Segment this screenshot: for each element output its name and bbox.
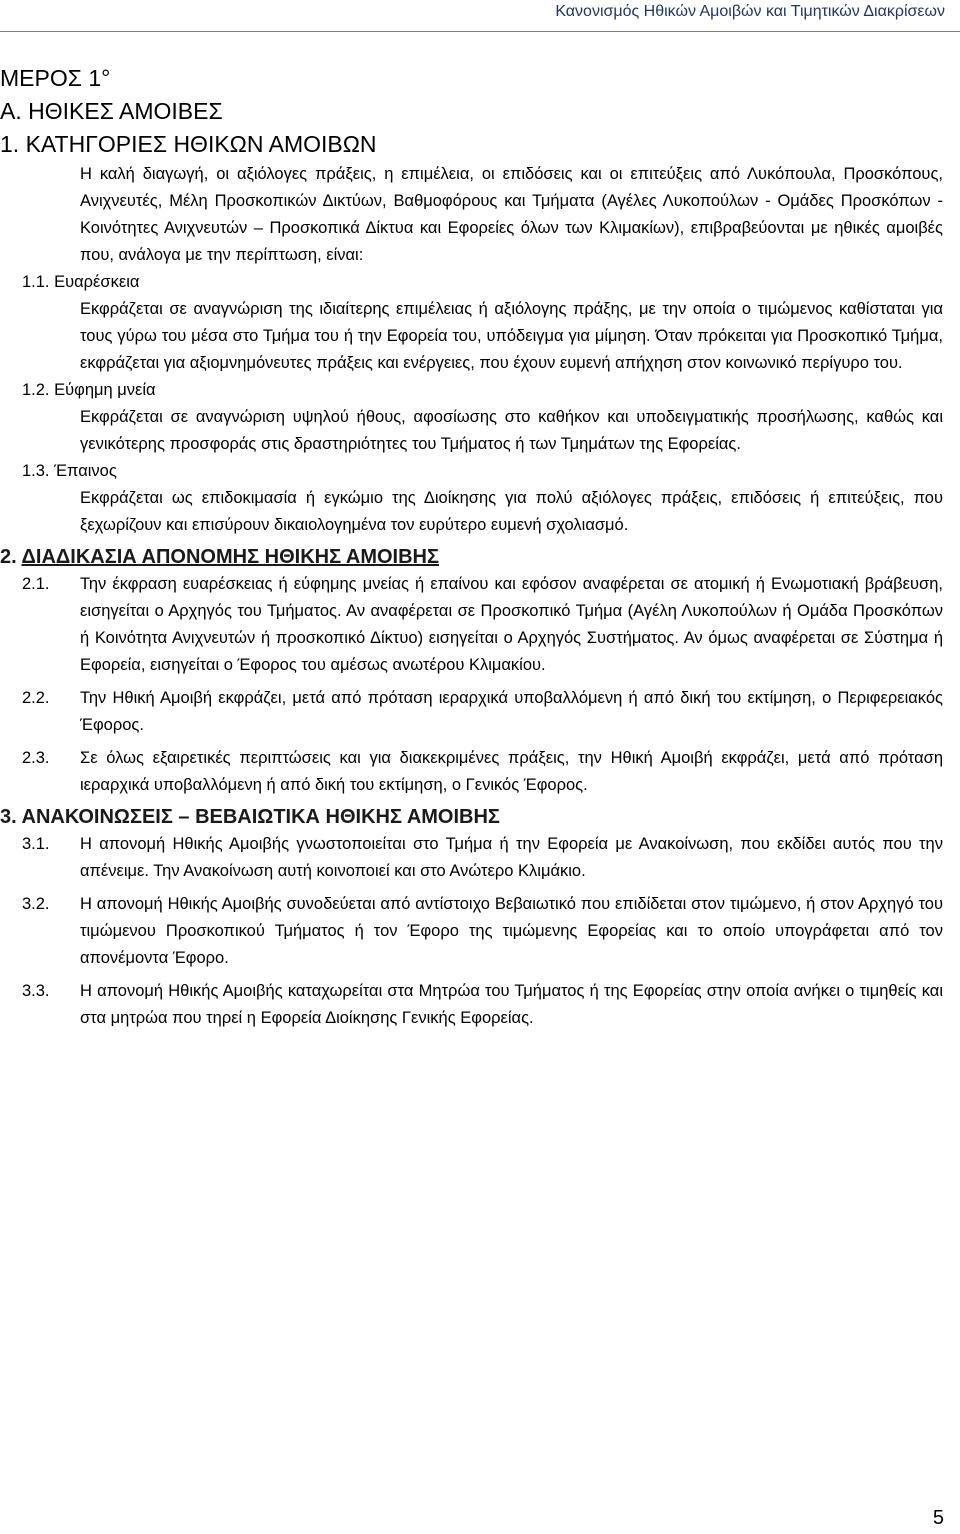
item-number: 2.3.: [22, 749, 50, 767]
section-1-intro: Η καλή διαγωγή, οι αξιόλογες πράξεις, η επιμέλεια, οι επιδόσεις και οι επιτεύξεις από Λυκόπουλα, Προσκόπους, Ανιχνευτές, Μέλη Προσκοπικών Δικτύων, Βαθμοφόρους και Τμήματα (Αγέλες Λυκοπούλων - Ομάδες Προσκόπων - Κοινότητες Ανιχνευτών – Προσκοπικά Δίκτυα και Εφορείες όλων των Κλιμακίων), επιβραβεύονται με ηθικές αμοιβές που, ανάλογα με την περίπτωση, είναι:: [80, 165, 943, 264]
subsection-heading: 1.2. Εύφημη μνεία: [22, 381, 156, 399]
section-2-heading: ΔΙΑΔΙΚΑΣΙΑ ΑΠΟΝΟΜΗΣ ΗΘΙΚΗΣ ΑΜΟΙΒΗΣ: [21, 546, 439, 568]
page-number: 5: [932, 1507, 944, 1529]
subsection-heading: 1.1. Ευαρέσκεια: [22, 273, 140, 291]
part-title: ΜΕΡΟΣ 1°: [0, 65, 111, 91]
subsection-text: Εκφράζεται σε αναγνώριση υψηλού ήθους, αφοσίωσης στο καθήκον και υποδειγματικής προσήλωσης, καθώς και γενικότερης προσφοράς στις δραστηριότητες του Τμήματος ή των Τμημάτων της Εφορείας.: [80, 408, 943, 453]
item-number: 3.2.: [22, 895, 50, 913]
numbered-item-3-3: [0, 978, 960, 1032]
section-2-number: 2.: [0, 546, 17, 568]
section-a-title: Α. ΗΘΙΚΕΣ ΑΜΟΙΒΕΣ: [0, 98, 223, 124]
page-header-title: Κανονισμός Ηθικών Αμοιβών και Τιμητικών Διακρίσεων: [555, 3, 945, 20]
item-text: Σε όλως εξαιρετικές περιπτώσεις και για διακεκριμένες πράξεις, την Ηθική Αμοιβή εκφράζει, μετά από πρόταση ιεραρχικά υποβαλλόμενη ή από δική του εκτίμηση, ο Γενικός Έφορος.: [80, 749, 943, 794]
subsection-text: Εκφράζεται ως επιδοκιμασία ή εγκώμιο της Διοίκησης για πολύ αξιόλογες πράξεις, επιδόσεις ή επιτεύξεις, που ξεχωρίζουν και επισύρουν δικαιολογημένα τον ευρύτερο ευμενή σχολιασμό.: [80, 489, 943, 534]
item-number: 3.1.: [22, 835, 50, 853]
section-1-title: 1. ΚΑΤΗΓΟΡΙΕΣ ΗΘΙΚΩΝ ΑΜΟΙΒΩΝ: [0, 131, 377, 157]
document-body: [0, 62, 960, 1032]
numbered-item-3-2: [0, 891, 960, 972]
section-2-title: [0, 543, 960, 571]
item-number: 2.1.: [22, 575, 50, 593]
item-text: Την Ηθική Αμοιβή εκφράζει, μετά από πρόταση ιεραρχικά υποβαλλόμενη ή από δική του εκτίμηση, ο Περιφερειακός Έφορος.: [80, 689, 943, 734]
subsection-text: Εκφράζεται σε αναγνώριση της ιδιαίτερης επιμέλειας ή αξιόλογης πράξης, με την οποία ο τιμώμενος καθίσταται για τους γύρω του μέσα στο Τμήμα του ή την Εφορεία του, υπόδειγμα για μίμηση. Όταν πρόκειται για Προσκοπικό Τμήμα, εκφράζεται για αξιομνημόνευτες πράξεις και ενέργειες, που έχουν ευμενή απήχηση στον κοινωνικό περίγυρο του.: [80, 300, 943, 372]
item-number: 2.2.: [22, 689, 50, 707]
subsection-1-2: [0, 377, 960, 458]
item-text: Η απονομή Ηθικής Αμοιβής συνοδεύεται από αντίστοιχο Βεβαιωτικό που επιδίδεται στον τιμώμενο, ή στον Αρχηγό του τιμώμενου Προσκοπικού Τμήματος ή τον Έφορο της τιμώμενης Εφορείας και το οποίο υπογράφεται από τον απονέμοντα Έφορο.: [80, 895, 943, 967]
subsection-1-1: [0, 269, 960, 377]
numbered-item-2-2: [0, 685, 960, 739]
subsection-1-3: [0, 458, 960, 539]
header-divider: [0, 31, 960, 32]
numbered-item-3-1: [0, 831, 960, 885]
item-text: Η απονομή Ηθικής Αμοιβής καταχωρείται στα Μητρώα του Τμήματος ή της Εφορείας στην οποία ανήκει ο τιμηθείς και στα μητρώα που τηρεί η Εφορεία Διοίκησης Γενικής Εφορείας.: [80, 982, 943, 1027]
numbered-item-2-3: [0, 745, 960, 799]
section-3-title: 3. ΑΝΑΚΟΙΝΩΣΕΙΣ – ΒΕΒΑΙΩΤΙΚΑ ΗΘΙΚΗΣ ΑΜΟΙΒΗΣ: [0, 806, 500, 828]
item-number: 3.3.: [22, 982, 50, 1000]
subsection-heading: 1.3. Έπαινος: [22, 462, 117, 480]
item-text: Την έκφραση ευαρέσκειας ή εύφημης μνείας ή επαίνου και εφόσον αναφέρεται σε ατομική ή Ενωμοτιακή βράβευση, εισηγείται ο Αρχηγός του Τμήματος. Αν αναφέρεται σε Προσκοπικό Τμήμα (Αγέλη Λυκοπούλων ή Ομάδα Προσκόπων ή Κοινότητα Ανιχνευτών ή προσκοπικό Δίκτυο) εισηγείται ο Αρχηγός Συστήματος. Αν όμως αναφέρεται σε Σύστημα ή Εφορεία, εισηγείται ο Έφορος του αμέσως ανωτέρου Κλιμακίου.: [80, 575, 943, 674]
numbered-item-2-1: [0, 571, 960, 679]
item-text: Η απονομή Ηθικής Αμοιβής γνωστοποιείται στο Τμήμα ή την Εφορεία με Ανακοίνωση, που εκδίδει αυτός που την απένειμε. Την Ανακοίνωση αυτή κοινοποιεί και στο Ανώτερο Κλιμάκιο.: [80, 835, 943, 880]
